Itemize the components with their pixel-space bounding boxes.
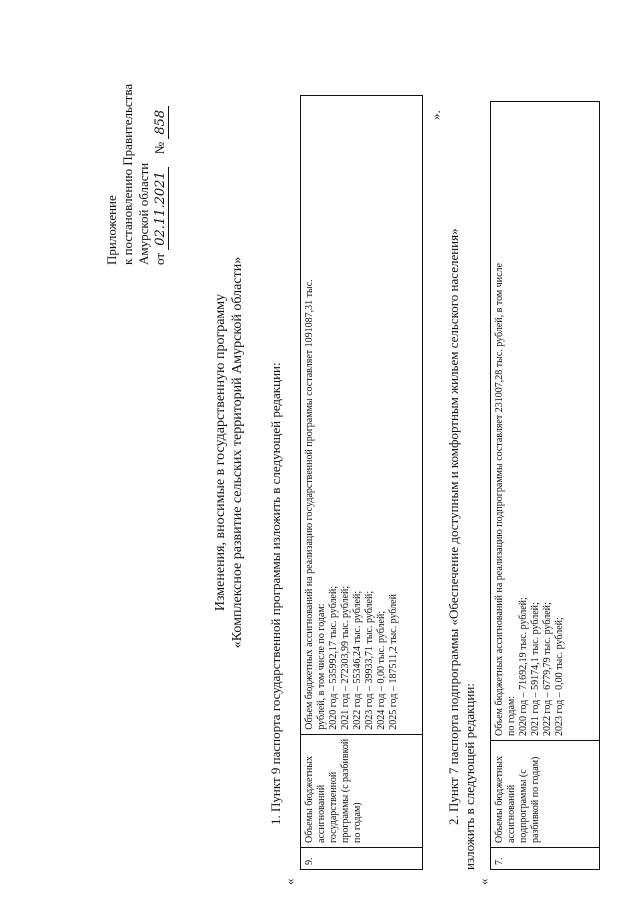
title-line-2: «Комплексное развитие сельских территорий Амурской области» — [230, 256, 245, 649]
paragraph-2-line-1: 2. Пункт 7 паспорта подпрограммы «Обеспечение доступным и комфортным жильем сельского населения» — [446, 228, 461, 825]
row-label: Объемы бюджетных ассигнований подпрограммы (с разбивкой по годам) — [491, 741, 600, 848]
paragraph-2-line-2: изложить в следующей редакции: — [462, 683, 477, 870]
appendix-header — [104, 84, 169, 265]
region-name: Амурской области — [136, 162, 151, 265]
row-content: Объем бюджетных ассигнований на реализацию государственной программы составляет 1091087,31 тыс. рублей, в том числе по годам: 2020 год – 535992,17 тыс. рублей; 2021 год – 272303,99 тыс. рублей; 2022 год – 55346,24 тыс. рублей; 2023 год – 39933,71 тыс. рублей; 2024 год – 0,00 тыс. рублей; 2025 год – 187511,2 тыс. рублей — [301, 95, 423, 734]
row-number: 7. — [491, 848, 600, 870]
row-label: Объемы бюджетных ассигнований государственной программы (с разбивкой по годам) — [301, 734, 423, 847]
date-prefix: от — [152, 252, 167, 265]
title-line-1: Изменения, вносимые в государственную программу — [213, 293, 228, 612]
open-quote-1: « — [282, 878, 297, 885]
table-row — [491, 102, 600, 870]
paragraph-1: 1. Пункт 9 паспорта государственной программы изложить в следующей редакции: — [268, 362, 283, 825]
handwritten-number: 858 — [153, 106, 169, 139]
row-number: 9. — [301, 848, 423, 870]
appendix-label: Приложение — [104, 195, 119, 265]
close-quote-1: ». — [428, 110, 443, 120]
handwritten-date: 02.11.2021 — [153, 167, 169, 249]
resolution-ref: к постановлению Правительства — [120, 83, 135, 265]
open-quote-2: « — [476, 878, 491, 885]
date-number-line — [152, 84, 169, 265]
document-title — [212, 0, 246, 905]
subprogram-funding-table — [490, 101, 600, 870]
row-content: Объем бюджетных ассигнований на реализацию подпрограммы составляет 231007,28 тыс. рублей, в том числе по годам: 2020 год – 71692,19 тыс. рублей; 2021 год – 59174,1 тыс. рублей; 2022 год – 6779,79 тыс. рублей; 2023 год – 0,00 тыс. рублей; — [491, 102, 600, 741]
number-sign: № — [152, 141, 167, 155]
program-funding-table — [300, 95, 423, 870]
table-row — [301, 95, 423, 869]
